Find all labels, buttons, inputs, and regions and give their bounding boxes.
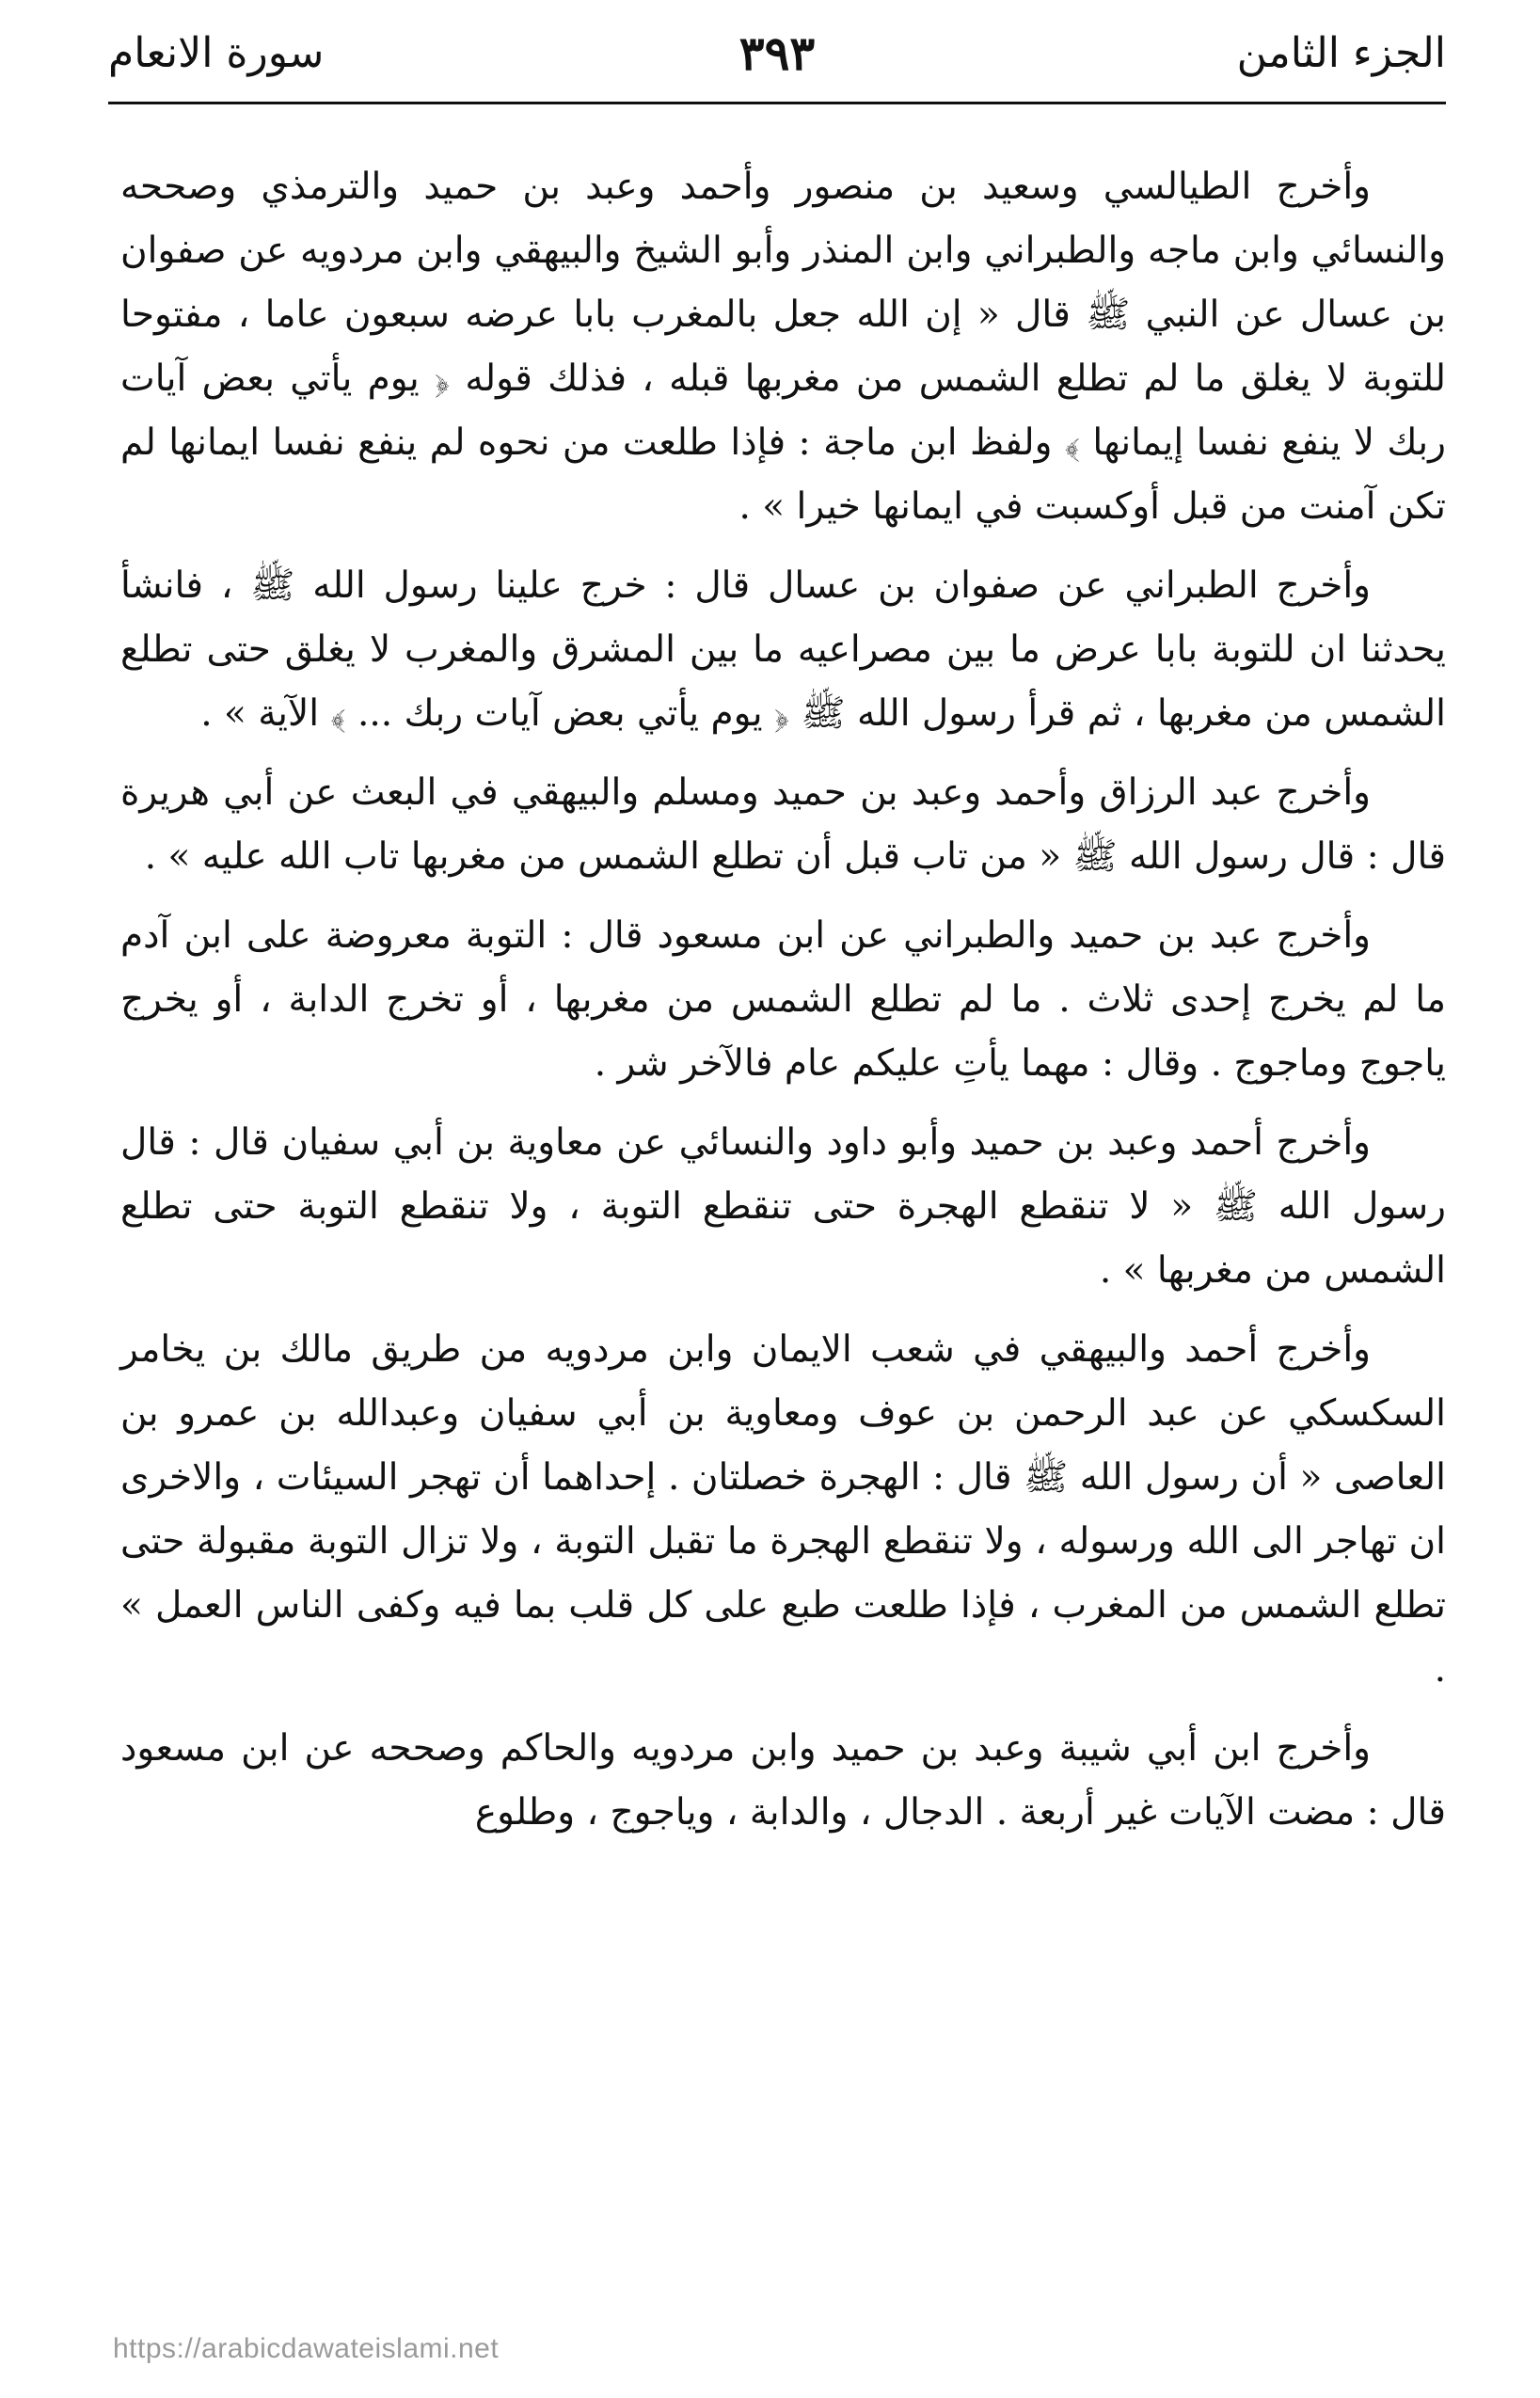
paragraph: وأخرج الطيالسي وسعيد بن منصور وأحمد وعبد بن حميد والترمذي وصححه والنسائي وابن ماجه والطبراني وابن المنذر وأبو الشيخ والبيهقي وابن مردويه عن صفوان بن عسال عن النبي ﷺ قال « إن الله جعل بالمغرب بابا عرضه سبعون عاما ، مفتوحا للتوبة لا يغلق ما لم تطلع الشمس من مغربها قبله ، فذلك قوله ﴿ يوم يأتي بعض آيات ربك لا ينفع نفسا إيمانها ﴾ ولفظ ابن ماجة : فإذا طلعت من نحوه لم ينفع نفسا ايمانها لم تكن آمنت من قبل أوكسبت في ايمانها خيرا » .: [120, 166, 1446, 528]
surah-label: سورة الانعام: [108, 29, 325, 77]
page-header: [108, 21, 1446, 94]
paragraph: وأخرج ابن أبي شيبة وعبد بن حميد وابن مردويه والحاكم وصححه عن ابن مسعود قال : مضت الآيات غير أربعة . الدجال ، والدابة ، وياجوج ، وطلوع: [120, 1727, 1446, 1834]
paragraph: وأخرج عبد بن حميد والطبراني عن ابن مسعود قال : التوبة معروضة على ابن آدم ما لم يخرج إحدى ثلاث . ما لم تطلع الشمس من مغربها ، أو تخرج الدابة ، أو يخرج ياجوج وماجوج . وقال : مهما يأتِ عليكم عام فالآخر شر .: [120, 914, 1446, 1085]
page-body: [120, 155, 1446, 1860]
paragraph: وأخرج أحمد وعبد بن حميد وأبو داود والنسائي عن معاوية بن أبي سفيان قال : قال رسول الله ﷺ « لا تنقطع الهجرة حتى تنقطع التوبة ، ولا تنقطع التوبة حتى تطلع الشمس من مغربها » .: [120, 1121, 1446, 1292]
juz-label: الجزء الثامن: [1236, 29, 1446, 77]
paragraph: وأخرج الطبراني عن صفوان بن عسال قال : خرج علينا رسول الله ﷺ ، فانشأ يحدثنا ان للتوبة بابا عرض ما بين مصراعيه ما بين المشرق والمغرب لا يغلق حتى تطلع الشمس من مغربها ، ثم قرأ رسول الله ﷺ ﴿ يوم يأتي بعض آيات ربك ... ﴾ الآية » .: [120, 564, 1446, 735]
page-number: ٣٩٣: [738, 25, 816, 81]
source-watermark: https://arabicdawateislami.net: [113, 2333, 500, 2364]
header-divider: [108, 102, 1446, 104]
paragraph: وأخرج عبد الرزاق وأحمد وعبد بن حميد ومسلم والبيهقي في البعث عن أبي هريرة قال : قال رسول الله ﷺ « من تاب قبل أن تطلع الشمس من مغربها تاب الله عليه » .: [120, 771, 1446, 878]
paragraph: وأخرج أحمد والبيهقي في شعب الايمان وابن مردويه من طريق مالك بن يخامر السكسكي عن عبد الرحمن بن عوف ومعاوية بن أبي سفيان وعبدالله بن عمرو بن العاصى « أن رسول الله ﷺ قال : الهجرة خصلتان . إحداهما أن تهجر السيئات ، والاخرى ان تهاجر الى الله ورسوله ، ولا تنقطع الهجرة ما تقبل التوبة ، ولا تزال التوبة مقبولة حتى تطلع الشمس من المغرب ، فإذا طلعت طبع على كل قلب بما فيه وكفى الناس العمل » .: [120, 1328, 1446, 1691]
